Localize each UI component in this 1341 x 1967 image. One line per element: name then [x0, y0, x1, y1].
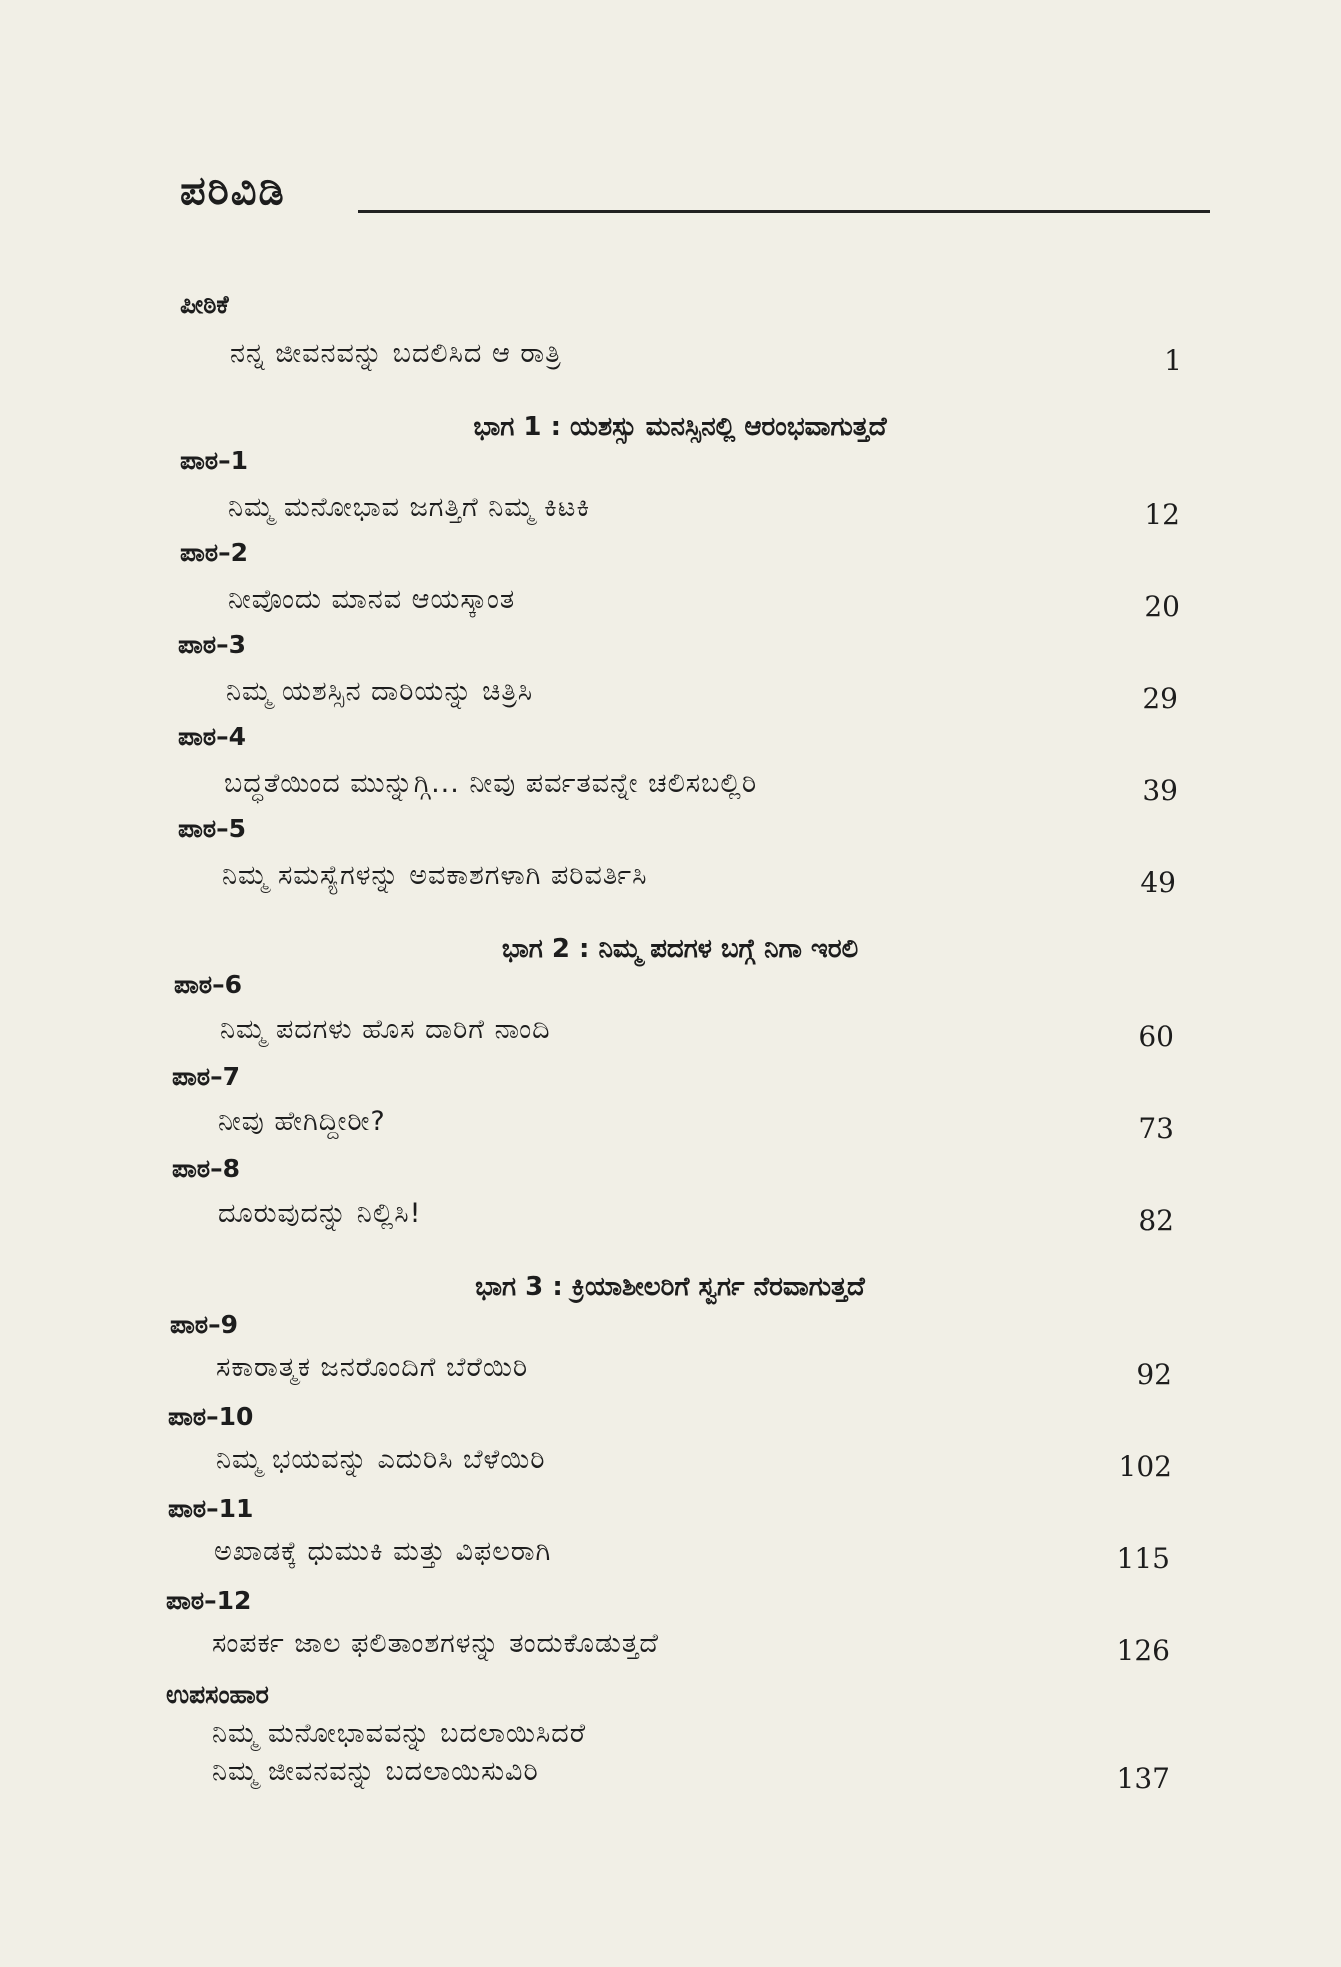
lesson-4-page: 39: [1142, 774, 1178, 807]
lesson-10-page: 102: [1118, 1450, 1172, 1483]
lesson-12-label: ಪಾಠ–12: [166, 1586, 252, 1615]
lesson-4-title: ಬದ್ಧತೆಯಿಂದ ಮುನ್ನುಗ್ಗಿ... ನೀವು ಪರ್ವತವನ್ನೇ ಚಲಿಸಬಲ್ಲಿರಿ: [224, 768, 758, 799]
lesson-3-page: 29: [1142, 682, 1178, 715]
lesson-11-label: ಪಾಠ–11: [168, 1494, 254, 1523]
lesson-12-title: ಸಂಪರ್ಕ ಜಾಲ ಫಲಿತಾಂಶಗಳನ್ನು ತಂದುಕೊಡುತ್ತದೆ: [212, 1628, 659, 1659]
lesson-12-page: 126: [1116, 1634, 1170, 1667]
toc-header: [180, 168, 1210, 228]
epilogue-label: ಉಪಸಂಹಾರ: [166, 1680, 269, 1709]
title-rule: [358, 210, 1210, 213]
lesson-8-page: 82: [1138, 1204, 1174, 1237]
lesson-3-label: ಪಾಠ–3: [178, 630, 246, 659]
lesson-8-label: ಪಾಠ–8: [172, 1154, 240, 1183]
preface-label: ಪೀಠಿಕೆ: [180, 290, 229, 319]
lesson-1-title: ನಿಮ್ಮ ಮನೋಭಾವ ಜಗತ್ತಿಗೆ ನಿಮ್ಮ ಕಿಟಕಿ: [228, 492, 591, 523]
lesson-5-page: 49: [1140, 866, 1176, 899]
part-3-heading: ಭಾಗ 3 : ಕ್ರಿಯಾಶೀಲರಿಗೆ ಸ್ವರ್ಗ ನೆರವಾಗುತ್ತದೆ: [475, 1272, 865, 1302]
lesson-5-label: ಪಾಠ–5: [178, 814, 246, 843]
lesson-3-title: ನಿಮ್ಮ ಯಶಸ್ಸಿನ ದಾರಿಯನ್ನು ಚಿತ್ರಿಸಿ: [226, 676, 534, 707]
lesson-9-title: ಸಕಾರಾತ್ಮಕ ಜನರೊಂದಿಗೆ ಬೆರೆಯಿರಿ: [216, 1352, 529, 1383]
page-title: ಪರಿವಿಡಿ: [180, 168, 286, 214]
lesson-5-title: ನಿಮ್ಮ ಸಮಸ್ಯೆಗಳನ್ನು ಅವಕಾಶಗಳಾಗಿ ಪರಿವರ್ತಿಸಿ: [222, 860, 648, 891]
epilogue-page: 137: [1116, 1762, 1170, 1795]
epilogue-line-2: ನಿಮ್ಮ ಜೀವನವನ್ನು ಬದಲಾಯಿಸುವಿರಿ: [212, 1756, 539, 1787]
lesson-11-title: ಅಖಾಡಕ್ಕೆ ಧುಮುಕಿ ಮತ್ತು ವಿಫಲರಾಗಿ: [214, 1536, 552, 1567]
lesson-7-page: 73: [1138, 1112, 1174, 1145]
lesson-6-title: ನಿಮ್ಮ ಪದಗಳು ಹೊಸ ದಾರಿಗೆ ನಾಂದಿ: [220, 1014, 551, 1045]
part-2-heading: ಭಾಗ 2 : ನಿಮ್ಮ ಪದಗಳ ಬಗ್ಗೆ ನಿಗಾ ಇರಲಿ: [501, 934, 859, 964]
part-1-heading: ಭಾಗ 1 : ಯಶಸ್ಸು ಮನಸ್ಸಿನಲ್ಲಿ ಆರಂಭವಾಗುತ್ತದೆ: [473, 412, 887, 442]
lesson-4-label: ಪಾಠ–4: [178, 722, 246, 751]
lesson-6-label: ಪಾಠ–6: [174, 970, 242, 999]
lesson-9-label: ಪಾಠ–9: [170, 1310, 238, 1339]
lesson-8-title: ದೂರುವುದನ್ನು ನಿಲ್ಲಿಸಿ!: [218, 1198, 422, 1229]
epilogue-line-1: ನಿಮ್ಮ ಮನೋಭಾವವನ್ನು ಬದಲಾಯಿಸಿದರೆ: [212, 1718, 587, 1749]
preface-page: 1: [1164, 344, 1182, 377]
lesson-2-title: ನೀವೊಂದು ಮಾನವ ಆಯಸ್ಕಾಂತ: [228, 584, 516, 615]
lesson-1-label: ಪಾಠ–1: [180, 446, 248, 475]
lesson-11-page: 115: [1116, 1542, 1170, 1575]
lesson-10-label: ಪಾಠ–10: [168, 1402, 254, 1431]
lesson-2-page: 20: [1144, 590, 1180, 623]
lesson-6-page: 60: [1138, 1020, 1174, 1053]
lesson-7-title: ನೀವು ಹೇಗಿದ್ದೀರೀ?: [218, 1106, 386, 1137]
lesson-9-page: 92: [1136, 1358, 1172, 1391]
lesson-7-label: ಪಾಠ–7: [172, 1062, 240, 1091]
lesson-1-page: 12: [1144, 498, 1180, 531]
lesson-10-title: ನಿಮ್ಮ ಭಯವನ್ನು ಎದುರಿಸಿ ಬೆಳೆಯಿರಿ: [216, 1444, 546, 1475]
preface-entry: ನನ್ನ ಜೀವನವನ್ನು ಬದಲಿಸಿದ ಆ ರಾತ್ರಿ: [230, 338, 562, 369]
lesson-2-label: ಪಾಠ–2: [180, 538, 248, 567]
